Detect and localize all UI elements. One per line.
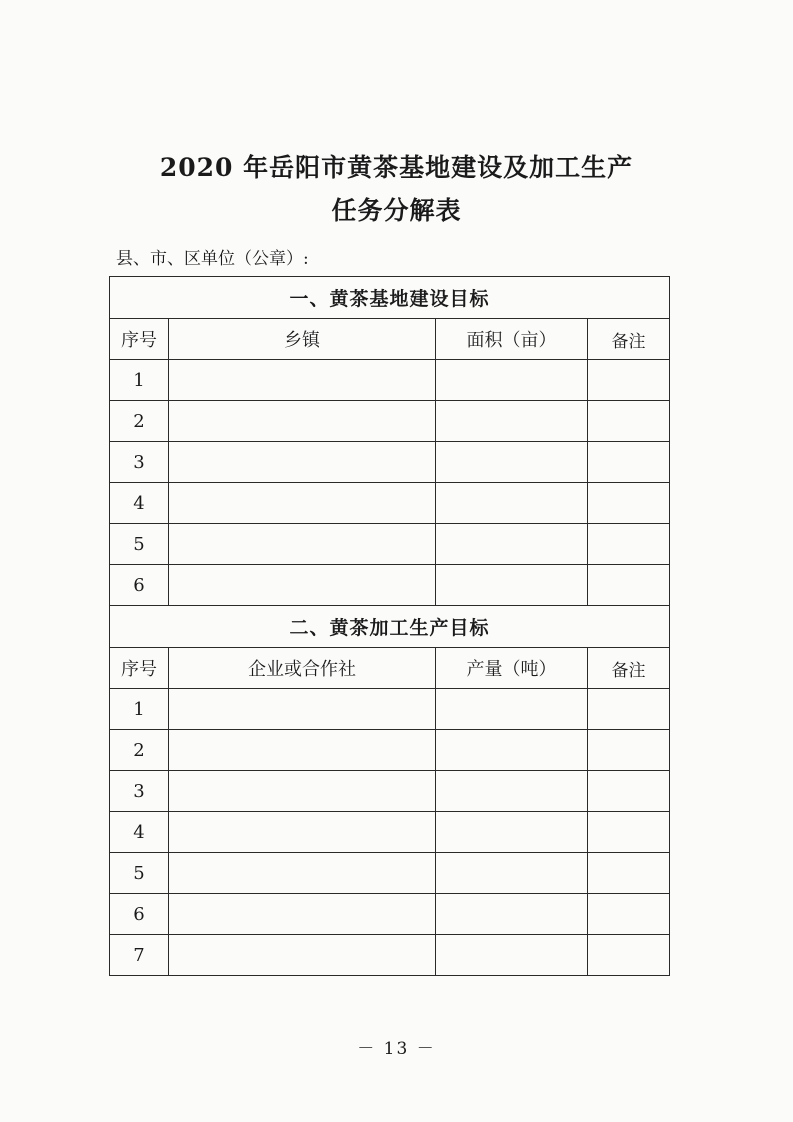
enterprise-cell[interactable] <box>169 853 436 894</box>
document-title-line2: 任务分解表 <box>331 196 462 225</box>
enterprise-cell[interactable] <box>169 894 436 935</box>
enterprise-cell[interactable] <box>169 771 436 812</box>
output-cell[interactable] <box>436 812 588 853</box>
township-cell[interactable] <box>169 565 436 606</box>
remarks-cell[interactable] <box>588 894 670 935</box>
row-index: 4 <box>110 812 169 853</box>
table-row <box>110 812 670 853</box>
output-cell[interactable] <box>436 689 588 730</box>
area-cell[interactable] <box>436 360 588 401</box>
row-index: 2 <box>110 401 169 442</box>
area-cell[interactable] <box>436 483 588 524</box>
table-row <box>110 401 670 442</box>
row-index: 6 <box>110 894 169 935</box>
remarks-cell[interactable] <box>588 935 670 976</box>
area-cell[interactable] <box>436 401 588 442</box>
col-header-area: 面积（亩） <box>436 319 588 360</box>
remarks-cell[interactable] <box>588 853 670 894</box>
row-index: 6 <box>110 565 169 606</box>
table-row <box>110 565 670 606</box>
col-header-township: 乡镇 <box>169 319 436 360</box>
remarks-cell[interactable] <box>588 442 670 483</box>
table-row <box>110 935 670 976</box>
row-index: 5 <box>110 524 169 565</box>
remarks-cell[interactable] <box>588 812 670 853</box>
remarks-cell[interactable] <box>588 401 670 442</box>
table-row <box>110 442 670 483</box>
township-cell[interactable] <box>169 442 436 483</box>
enterprise-cell[interactable] <box>169 689 436 730</box>
table-row <box>110 689 670 730</box>
township-cell[interactable] <box>169 360 436 401</box>
col-header-index: 序号 <box>110 319 169 360</box>
row-index: 3 <box>110 771 169 812</box>
row-index: 1 <box>110 689 169 730</box>
page-number: － 13 － <box>357 1039 436 1059</box>
output-cell[interactable] <box>436 771 588 812</box>
col-header-remarks: 备注 <box>588 319 670 360</box>
row-index: 1 <box>110 360 169 401</box>
remarks-cell[interactable] <box>588 771 670 812</box>
col-header-output: 产量（吨） <box>436 648 588 689</box>
table-header-row <box>110 648 670 689</box>
township-cell[interactable] <box>169 483 436 524</box>
row-index: 7 <box>110 935 169 976</box>
enterprise-cell[interactable] <box>169 935 436 976</box>
area-cell[interactable] <box>436 442 588 483</box>
row-index: 3 <box>110 442 169 483</box>
col-header-remarks: 备注 <box>588 648 670 689</box>
row-index: 2 <box>110 730 169 771</box>
table-row <box>110 771 670 812</box>
area-cell[interactable] <box>436 565 588 606</box>
col-header-enterprise: 企业或合作社 <box>169 648 436 689</box>
col-header-index: 序号 <box>110 648 169 689</box>
base-construction-table <box>109 276 670 606</box>
enterprise-cell[interactable] <box>169 730 436 771</box>
enterprise-cell[interactable] <box>169 812 436 853</box>
section-title: 二、黄茶加工生产目标 <box>110 606 670 648</box>
remarks-cell[interactable] <box>588 689 670 730</box>
remarks-cell[interactable] <box>588 360 670 401</box>
output-cell[interactable] <box>436 894 588 935</box>
table-row <box>110 524 670 565</box>
township-cell[interactable] <box>169 524 436 565</box>
processing-production-table <box>109 605 670 976</box>
table-header-row <box>110 319 670 360</box>
table-row <box>110 360 670 401</box>
row-index: 4 <box>110 483 169 524</box>
document-title-line1: 2020 年岳阳市黄茶基地建设及加工生产 <box>159 153 634 182</box>
output-cell[interactable] <box>436 853 588 894</box>
output-cell[interactable] <box>436 730 588 771</box>
row-index: 5 <box>110 853 169 894</box>
table-row <box>110 894 670 935</box>
remarks-cell[interactable] <box>588 730 670 771</box>
section-title: 一、黄茶基地建设目标 <box>110 277 670 319</box>
area-cell[interactable] <box>436 524 588 565</box>
township-cell[interactable] <box>169 401 436 442</box>
remarks-cell[interactable] <box>588 565 670 606</box>
remarks-cell[interactable] <box>588 524 670 565</box>
table-row <box>110 853 670 894</box>
table-row <box>110 730 670 771</box>
remarks-cell[interactable] <box>588 483 670 524</box>
output-cell[interactable] <box>436 935 588 976</box>
unit-seal-label: 县、市、区单位（公章）: <box>116 249 309 269</box>
table-row <box>110 483 670 524</box>
